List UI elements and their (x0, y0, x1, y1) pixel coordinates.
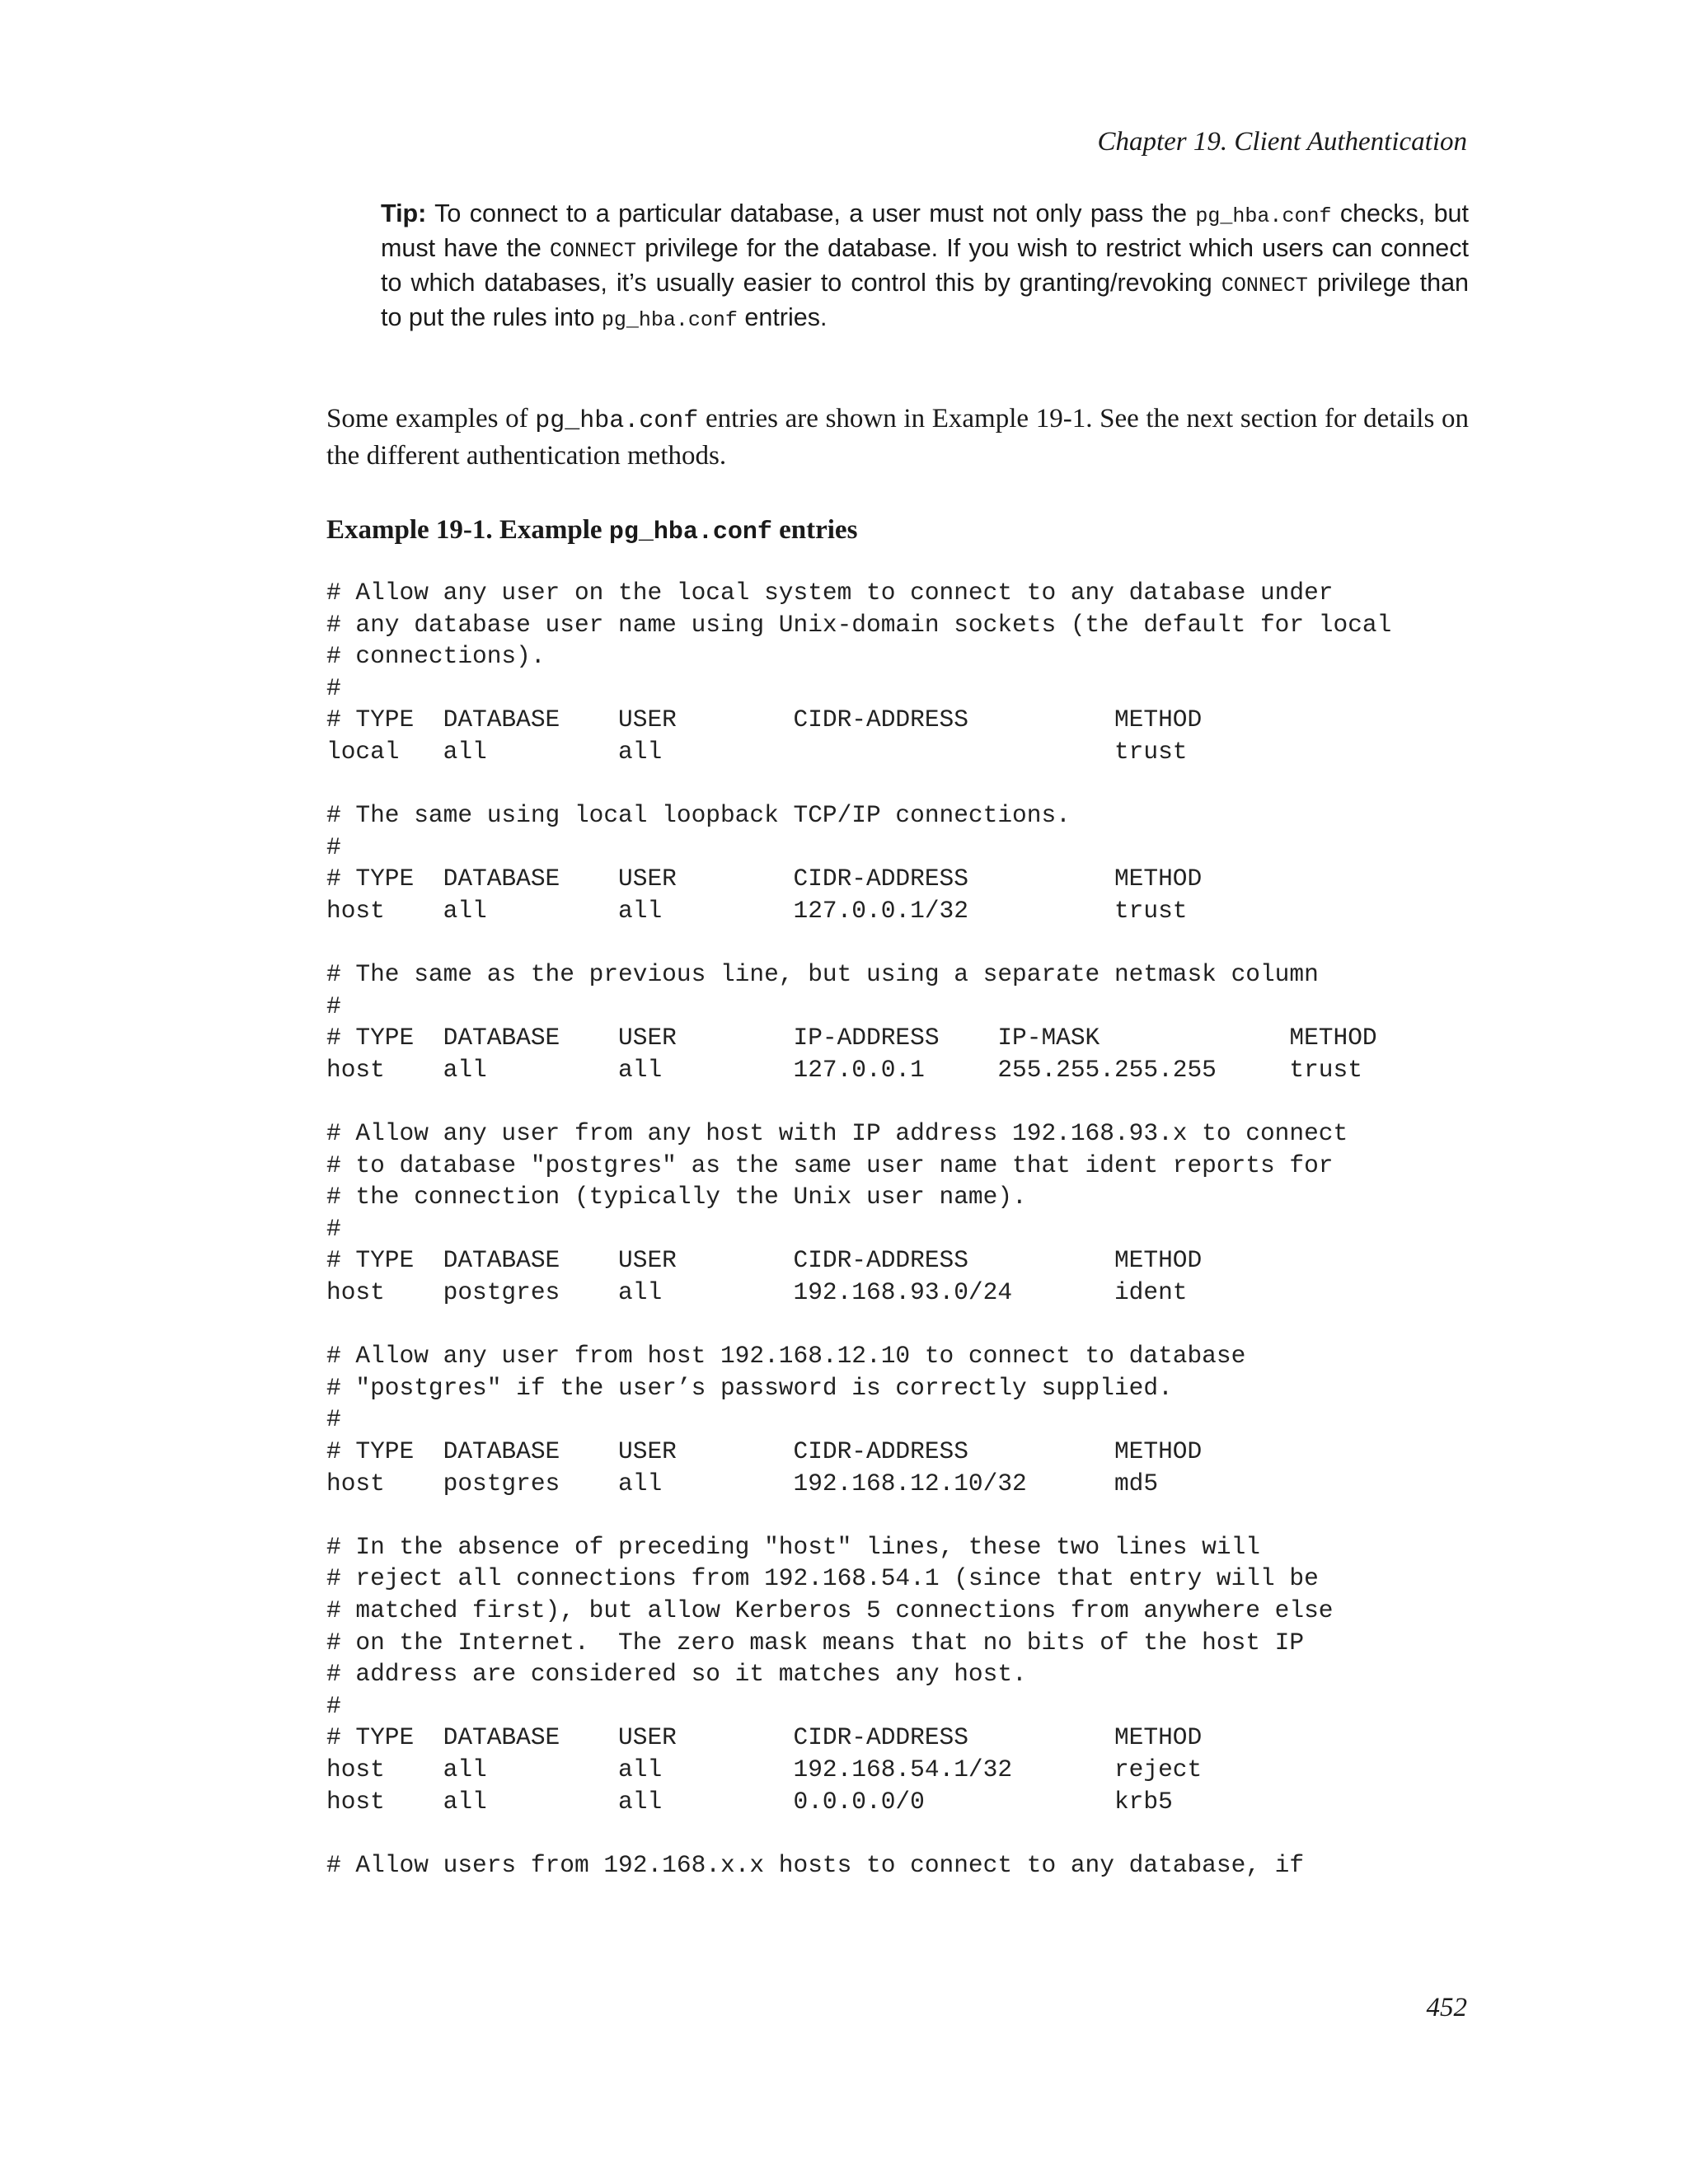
code-line (326, 768, 1391, 800)
tip-note (381, 198, 1469, 336)
code-line: local all all trust (326, 737, 1188, 766)
code-line: # (326, 1691, 341, 1720)
tip-code-1: pg_hba.conf (1195, 204, 1332, 228)
code-line (326, 1309, 1391, 1341)
code-line: # The same as the previous line, but using a separate netmask column (326, 960, 1319, 989)
code-line: # matched first), but allow Kerberos 5 connections from anywhere else (326, 1596, 1334, 1624)
tip-code-2: CONNECT (550, 239, 637, 263)
code-line: host all all 0.0.0.0/0 krb5 (326, 1787, 1173, 1816)
code-line: # to database "postgres" as the same user name that ident reports for (326, 1151, 1334, 1179)
code-line: # (326, 832, 341, 861)
code-line (326, 1817, 1391, 1849)
code-line: # Allow any user on the local system to connect to any database under (326, 579, 1334, 607)
code-line: # In the absence of preceding "host" lines, these two lines will (326, 1532, 1260, 1561)
code-line: # (326, 1214, 341, 1243)
intro-paragraph (326, 401, 1469, 473)
example-title-code: pg_hba.conf (608, 518, 772, 546)
example-title-suffix: entries (771, 515, 858, 545)
code-line: # TYPE DATABASE USER CIDR-ADDRESS METHOD (326, 1246, 1203, 1275)
code-line: # on the Internet. The zero mask means that no bits of the host IP (326, 1628, 1305, 1657)
code-line (326, 1499, 1391, 1531)
code-line: # the connection (typically the Unix user name). (326, 1183, 1027, 1212)
code-line: # The same using local loopback TCP/IP connections. (326, 801, 1071, 830)
tip-text-2: checks, but must have the (381, 199, 1469, 262)
code-line: host all all 127.0.0.1 255.255.255.255 trust (326, 1055, 1362, 1084)
code-line: # TYPE DATABASE USER IP-ADDRESS IP-MASK METHOD (326, 1024, 1377, 1052)
code-line: # TYPE DATABASE USER CIDR-ADDRESS METHOD (326, 865, 1203, 893)
code-line: host postgres all 192.168.12.10/32 md5 (326, 1469, 1159, 1497)
example-title-prefix: Example 19-1. Example (326, 515, 609, 545)
code-line: # (326, 991, 341, 1020)
page-number: 452 (1426, 1993, 1467, 2022)
code-line: # (326, 673, 341, 702)
tip-text-3: privilege for the database. If you wish to restrict which users can connect to which databases, it’s usually easier to control this by granting/revoking (381, 234, 1469, 297)
tip-text-4: privilege than to put the rules into (381, 269, 1469, 331)
code-line: # TYPE DATABASE USER CIDR-ADDRESS METHOD (326, 705, 1203, 734)
intro-text-2: entries are shown in Example 19-1. See the next section for details on the different authentication methods. (326, 404, 1469, 471)
example-title (326, 513, 857, 550)
code-line: host all all 192.168.54.1/32 reject (326, 1755, 1203, 1783)
code-line: # TYPE DATABASE USER CIDR-ADDRESS METHOD (326, 1437, 1203, 1466)
tip-label: Tip: (381, 199, 427, 227)
code-line: host all all 127.0.0.1/32 trust (326, 896, 1188, 925)
code-line (326, 1086, 1391, 1118)
tip-code-4: pg_hba.conf (601, 308, 738, 332)
code-line: # TYPE DATABASE USER CIDR-ADDRESS METHOD (326, 1723, 1203, 1752)
tip-text-1: To connect to a particular database, a user must not only pass the (426, 199, 1196, 227)
code-line: # Allow any user from any host with IP address 192.168.93.x to connect (326, 1119, 1348, 1148)
intro-text-1: Some examples of (326, 404, 536, 434)
code-line: # address are considered so it matches any host. (326, 1660, 1027, 1689)
code-line: # Allow users from 192.168.x.x hosts to connect to any database, if (326, 1850, 1305, 1879)
code-line: # connections). (326, 642, 546, 671)
code-line: # any database user name using Unix-domain sockets (the default for local (326, 610, 1392, 639)
code-line: host postgres all 192.168.93.0/24 ident (326, 1278, 1188, 1307)
tip-text-5: entries. (737, 303, 828, 331)
intro-code-1: pg_hba.conf (535, 407, 699, 435)
code-line: # Allow any user from host 192.168.12.10 to connect to database (326, 1342, 1246, 1371)
code-line: # (326, 1405, 341, 1434)
code-listing (326, 577, 1391, 1881)
code-line: # reject all connections from 192.168.54.1 (since that entry will be (326, 1564, 1319, 1593)
code-line (326, 927, 1391, 959)
running-header: Chapter 19. Client Authentication (1097, 127, 1467, 157)
code-line: # "postgres" if the user’s password is correctly supplied. (326, 1373, 1173, 1402)
tip-code-3: CONNECT (1221, 274, 1308, 298)
